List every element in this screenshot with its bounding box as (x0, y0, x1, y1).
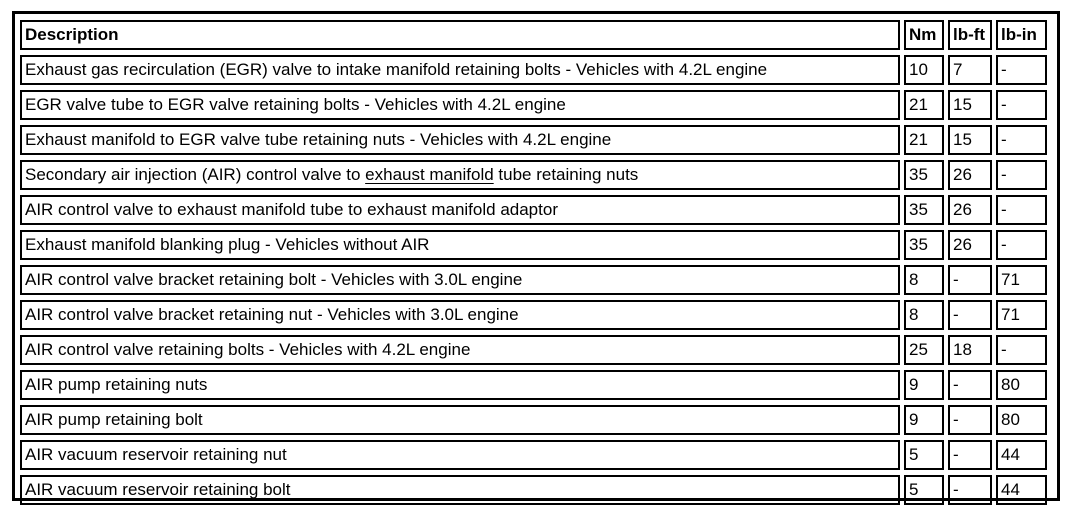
header-nm: Nm (904, 20, 944, 50)
table-row (20, 195, 1047, 225)
cell-lb-in: 44 (996, 440, 1047, 470)
table-row (20, 440, 1047, 470)
cell-nm: 9 (904, 370, 944, 400)
cell-lb-ft: - (948, 370, 992, 400)
cell-lb-in: - (996, 90, 1047, 120)
cell-lb-ft: 15 (948, 125, 992, 155)
cell-description: AIR vacuum reservoir retaining nut (20, 440, 900, 470)
table-row (20, 90, 1047, 120)
cell-description: AIR control valve to exhaust manifold tube to exhaust manifold adaptor (20, 195, 900, 225)
cell-lb-in: - (996, 195, 1047, 225)
table-row (20, 55, 1047, 85)
table-row (20, 230, 1047, 260)
cell-description: Exhaust gas recirculation (EGR) valve to intake manifold retaining bolts - Vehicles with 4.2L engine (20, 55, 900, 85)
cell-lb-in: - (996, 55, 1047, 85)
cell-nm: 5 (904, 475, 944, 505)
cell-description: AIR control valve bracket retaining nut - Vehicles with 3.0L engine (20, 300, 900, 330)
cell-description: EGR valve tube to EGR valve retaining bolts - Vehicles with 4.2L engine (20, 90, 900, 120)
cell-nm: 5 (904, 440, 944, 470)
cell-lb-in: - (996, 160, 1047, 190)
header-lb-in: lb-in (996, 20, 1047, 50)
description-text-post: tube retaining nuts (493, 165, 639, 184)
description-text-pre: Secondary air injection (AIR) control valve to (25, 165, 366, 184)
table-row (20, 405, 1047, 435)
cell-lb-ft: - (948, 405, 992, 435)
table-row (20, 370, 1047, 400)
cell-lb-in: 44 (996, 475, 1047, 505)
cell-lb-in: 71 (996, 300, 1047, 330)
table-header-row (20, 20, 1047, 50)
cell-description (20, 160, 900, 190)
table-row (20, 125, 1047, 155)
cell-lb-in: 71 (996, 265, 1047, 295)
cell-nm: 35 (904, 195, 944, 225)
cell-lb-in: 80 (996, 370, 1047, 400)
cell-nm: 21 (904, 90, 944, 120)
cell-description: Exhaust manifold to EGR valve tube retaining nuts - Vehicles with 4.2L engine (20, 125, 900, 155)
cell-description: AIR control valve bracket retaining bolt - Vehicles with 3.0L engine (20, 265, 900, 295)
cell-nm: 10 (904, 55, 944, 85)
cell-description: AIR control valve retaining bolts - Vehicles with 4.2L engine (20, 335, 900, 365)
cell-description: AIR pump retaining bolt (20, 405, 900, 435)
cell-description: AIR pump retaining nuts (20, 370, 900, 400)
cell-lb-ft: 7 (948, 55, 992, 85)
cell-lb-in: - (996, 230, 1047, 260)
cell-lb-in: - (996, 125, 1047, 155)
table-row (20, 335, 1047, 365)
table-row (20, 265, 1047, 295)
table-row (20, 160, 1047, 190)
table-row (20, 300, 1047, 330)
cell-nm: 21 (904, 125, 944, 155)
cell-lb-ft: 26 (948, 195, 992, 225)
cell-nm: 8 (904, 265, 944, 295)
cell-lb-ft: - (948, 265, 992, 295)
cell-nm: 25 (904, 335, 944, 365)
cell-lb-ft: 18 (948, 335, 992, 365)
cell-lb-in: - (996, 335, 1047, 365)
header-lb-ft: lb-ft (948, 20, 992, 50)
cell-description: Exhaust manifold blanking plug - Vehicles without AIR (20, 230, 900, 260)
cell-nm: 35 (904, 230, 944, 260)
cell-nm: 8 (904, 300, 944, 330)
cell-lb-in: 80 (996, 405, 1047, 435)
cell-lb-ft: - (948, 475, 992, 505)
header-description: Description (20, 20, 900, 50)
exhaust-manifold-link[interactable]: exhaust manifold (365, 165, 494, 184)
cell-description: AIR vacuum reservoir retaining bolt (20, 475, 900, 505)
cell-lb-ft: 15 (948, 90, 992, 120)
cell-nm: 35 (904, 160, 944, 190)
table-row (20, 475, 1047, 505)
torque-spec-table (16, 15, 1051, 510)
cell-lb-ft: - (948, 300, 992, 330)
cell-lb-ft: 26 (948, 230, 992, 260)
cell-lb-ft: 26 (948, 160, 992, 190)
cell-nm: 9 (904, 405, 944, 435)
cell-lb-ft: - (948, 440, 992, 470)
